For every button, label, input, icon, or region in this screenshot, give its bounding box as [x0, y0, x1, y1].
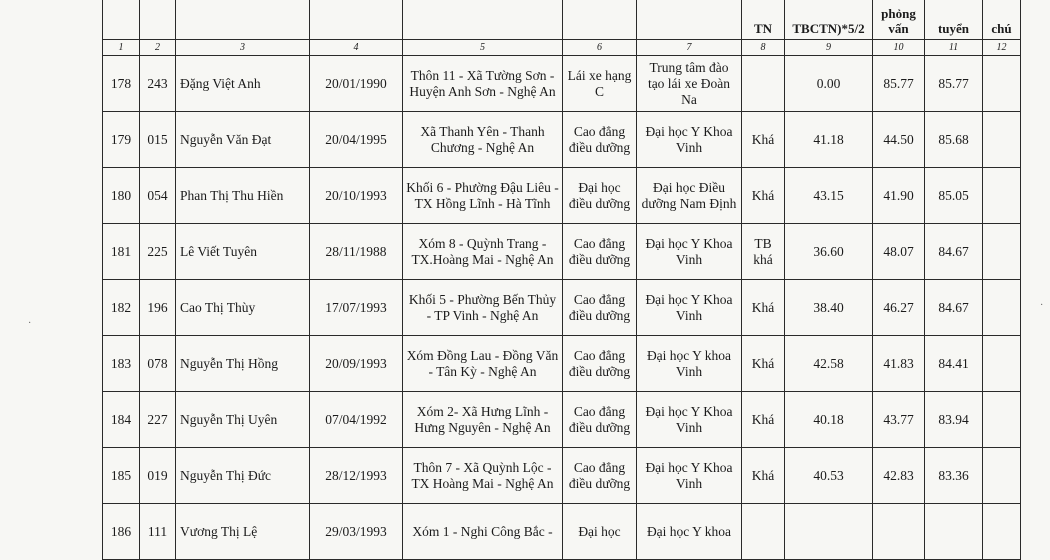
- school: Đại học Y Khoa Vinh: [637, 392, 742, 448]
- candidate-name: Nguyễn Thị Hồng: [176, 336, 310, 392]
- graduation-rank: TB khá: [742, 224, 785, 280]
- results-table: [102, 0, 1021, 560]
- candidate-name: Lê Viết Tuyên: [176, 224, 310, 280]
- table-row: [103, 112, 1021, 168]
- table-row: [103, 336, 1021, 392]
- date-of-birth: 28/12/1993: [310, 448, 403, 504]
- total-score: 83.94: [925, 392, 983, 448]
- note: [983, 168, 1021, 224]
- interview-score: 43.77: [873, 392, 925, 448]
- candidate-name: Cao Thị Thùy: [176, 280, 310, 336]
- column-number: 8: [742, 40, 785, 56]
- header-phong-van: phỏng vấn: [873, 0, 925, 40]
- column-number: 10: [873, 40, 925, 56]
- tbctn-score: 36.60: [785, 224, 873, 280]
- candidate-name: Nguyễn Văn Đạt: [176, 112, 310, 168]
- graduation-rank: Khá: [742, 336, 785, 392]
- total-score: 85.05: [925, 168, 983, 224]
- interview-score: 85.77: [873, 56, 925, 112]
- scan-speck: ·: [28, 318, 32, 329]
- degree: Cao đẳng điều dưỡng: [563, 280, 637, 336]
- total-score: 85.68: [925, 112, 983, 168]
- column-number: 9: [785, 40, 873, 56]
- date-of-birth: 20/10/1993: [310, 168, 403, 224]
- header-tbctn: TBCTN)*5/2: [785, 0, 873, 40]
- table-row: [103, 504, 1021, 560]
- header-tuyen: tuyển: [925, 0, 983, 40]
- tbctn-score: [785, 504, 873, 560]
- header-row: [103, 0, 1021, 40]
- column-number: 5: [403, 40, 563, 56]
- degree: Cao đẳng điều dưỡng: [563, 392, 637, 448]
- school: Đại học Y khoa Vinh: [637, 336, 742, 392]
- tbctn-score: 40.18: [785, 392, 873, 448]
- degree: Cao đẳng điều dưỡng: [563, 112, 637, 168]
- degree: Cao đẳng điều dưỡng: [563, 224, 637, 280]
- tbctn-score: 40.53: [785, 448, 873, 504]
- candidate-code: 243: [140, 56, 176, 112]
- graduation-rank: Khá: [742, 168, 785, 224]
- tbctn-score: 38.40: [785, 280, 873, 336]
- interview-score: 48.07: [873, 224, 925, 280]
- graduation-rank: Khá: [742, 280, 785, 336]
- note: [983, 392, 1021, 448]
- column-number: 11: [925, 40, 983, 56]
- row-number: 186: [103, 504, 140, 560]
- candidate-code: 227: [140, 392, 176, 448]
- degree: Cao đẳng điều dưỡng: [563, 448, 637, 504]
- date-of-birth: 07/04/1992: [310, 392, 403, 448]
- total-score: 85.77: [925, 56, 983, 112]
- school: Đại học Y khoa: [637, 504, 742, 560]
- graduation-rank: [742, 504, 785, 560]
- graduation-rank: [742, 56, 785, 112]
- table-row: [103, 280, 1021, 336]
- header-tn: TN: [742, 0, 785, 40]
- header-chu: chú: [983, 0, 1021, 40]
- row-number: 184: [103, 392, 140, 448]
- date-of-birth: 20/04/1995: [310, 112, 403, 168]
- address: Xã Thanh Yên - Thanh Chương - Nghệ An: [403, 112, 563, 168]
- degree: Đại học: [563, 504, 637, 560]
- note: [983, 224, 1021, 280]
- school: Đại học Y Khoa Vinh: [637, 112, 742, 168]
- total-score: 84.67: [925, 224, 983, 280]
- header-cell: [103, 0, 140, 40]
- candidate-name: Nguyễn Thị Đức: [176, 448, 310, 504]
- candidate-name: Đặng Việt Anh: [176, 56, 310, 112]
- note: [983, 448, 1021, 504]
- row-number: 181: [103, 224, 140, 280]
- tbctn-score: 42.58: [785, 336, 873, 392]
- date-of-birth: 17/07/1993: [310, 280, 403, 336]
- interview-score: 42.83: [873, 448, 925, 504]
- interview-score: 44.50: [873, 112, 925, 168]
- address: Xóm 8 - Quỳnh Trang - TX.Hoàng Mai - Nghệ An: [403, 224, 563, 280]
- interview-score: 46.27: [873, 280, 925, 336]
- note: [983, 56, 1021, 112]
- degree: Lái xe hạng C: [563, 56, 637, 112]
- candidate-name: Vương Thị Lệ: [176, 504, 310, 560]
- candidate-code: 015: [140, 112, 176, 168]
- school: Đại học Y Khoa Vinh: [637, 224, 742, 280]
- total-score: [925, 504, 983, 560]
- header-cell: [637, 0, 742, 40]
- table-row: [103, 168, 1021, 224]
- address: Khối 5 - Phường Bến Thủy - TP Vinh - Nghệ An: [403, 280, 563, 336]
- column-number: 2: [140, 40, 176, 56]
- graduation-rank: Khá: [742, 112, 785, 168]
- school: Đại học Y Khoa Vinh: [637, 280, 742, 336]
- header-cell: [140, 0, 176, 40]
- school: Trung tâm đào tạo lái xe Đoàn Na: [637, 56, 742, 112]
- candidate-code: 111: [140, 504, 176, 560]
- scan-speck: ·: [1040, 300, 1044, 311]
- interview-score: [873, 504, 925, 560]
- row-number: 180: [103, 168, 140, 224]
- candidate-code: 225: [140, 224, 176, 280]
- candidate-code: 019: [140, 448, 176, 504]
- graduation-rank: Khá: [742, 392, 785, 448]
- column-number: 4: [310, 40, 403, 56]
- note: [983, 112, 1021, 168]
- column-number: 7: [637, 40, 742, 56]
- row-number: 179: [103, 112, 140, 168]
- degree: Cao đẳng điều dưỡng: [563, 336, 637, 392]
- address: Khối 6 - Phường Đậu Liêu - TX Hồng Lĩnh - Hà Tĩnh: [403, 168, 563, 224]
- date-of-birth: 29/03/1993: [310, 504, 403, 560]
- candidate-code: 196: [140, 280, 176, 336]
- school: Đại học Y Khoa Vinh: [637, 448, 742, 504]
- column-number-row: [103, 40, 1021, 56]
- address: Thôn 11 - Xã Tường Sơn - Huyện Anh Sơn - Nghệ An: [403, 56, 563, 112]
- note: [983, 504, 1021, 560]
- date-of-birth: 20/09/1993: [310, 336, 403, 392]
- tbctn-score: 43.15: [785, 168, 873, 224]
- table-row: [103, 392, 1021, 448]
- address: Xóm 2- Xã Hưng Lĩnh - Hưng Nguyên - Nghệ An: [403, 392, 563, 448]
- school: Đại học Điều dưỡng Nam Định: [637, 168, 742, 224]
- note: [983, 280, 1021, 336]
- date-of-birth: 28/11/1988: [310, 224, 403, 280]
- candidate-name: Phan Thị Thu Hiền: [176, 168, 310, 224]
- note: [983, 336, 1021, 392]
- total-score: 84.41: [925, 336, 983, 392]
- column-number: 1: [103, 40, 140, 56]
- column-number: 6: [563, 40, 637, 56]
- interview-score: 41.83: [873, 336, 925, 392]
- table-row: [103, 56, 1021, 112]
- table-row: [103, 448, 1021, 504]
- tbctn-score: 0.00: [785, 56, 873, 112]
- tbctn-score: 41.18: [785, 112, 873, 168]
- row-number: 185: [103, 448, 140, 504]
- header-cell: [176, 0, 310, 40]
- header-cell: [310, 0, 403, 40]
- address: Thôn 7 - Xã Quỳnh Lộc - TX Hoàng Mai - Nghệ An: [403, 448, 563, 504]
- candidate-code: 054: [140, 168, 176, 224]
- table-row: [103, 224, 1021, 280]
- interview-score: 41.90: [873, 168, 925, 224]
- degree: Đại học điều dưỡng: [563, 168, 637, 224]
- row-number: 182: [103, 280, 140, 336]
- address: Xóm Đồng Lau - Đồng Văn - Tân Kỳ - Nghệ An: [403, 336, 563, 392]
- column-number: 3: [176, 40, 310, 56]
- graduation-rank: Khá: [742, 448, 785, 504]
- address: Xóm 1 - Nghi Công Bắc -: [403, 504, 563, 560]
- total-score: 83.36: [925, 448, 983, 504]
- row-number: 183: [103, 336, 140, 392]
- candidate-name: Nguyễn Thị Uyên: [176, 392, 310, 448]
- row-number: 178: [103, 56, 140, 112]
- candidate-code: 078: [140, 336, 176, 392]
- total-score: 84.67: [925, 280, 983, 336]
- header-cell: [403, 0, 563, 40]
- column-number: 12: [983, 40, 1021, 56]
- header-cell: [563, 0, 637, 40]
- date-of-birth: 20/01/1990: [310, 56, 403, 112]
